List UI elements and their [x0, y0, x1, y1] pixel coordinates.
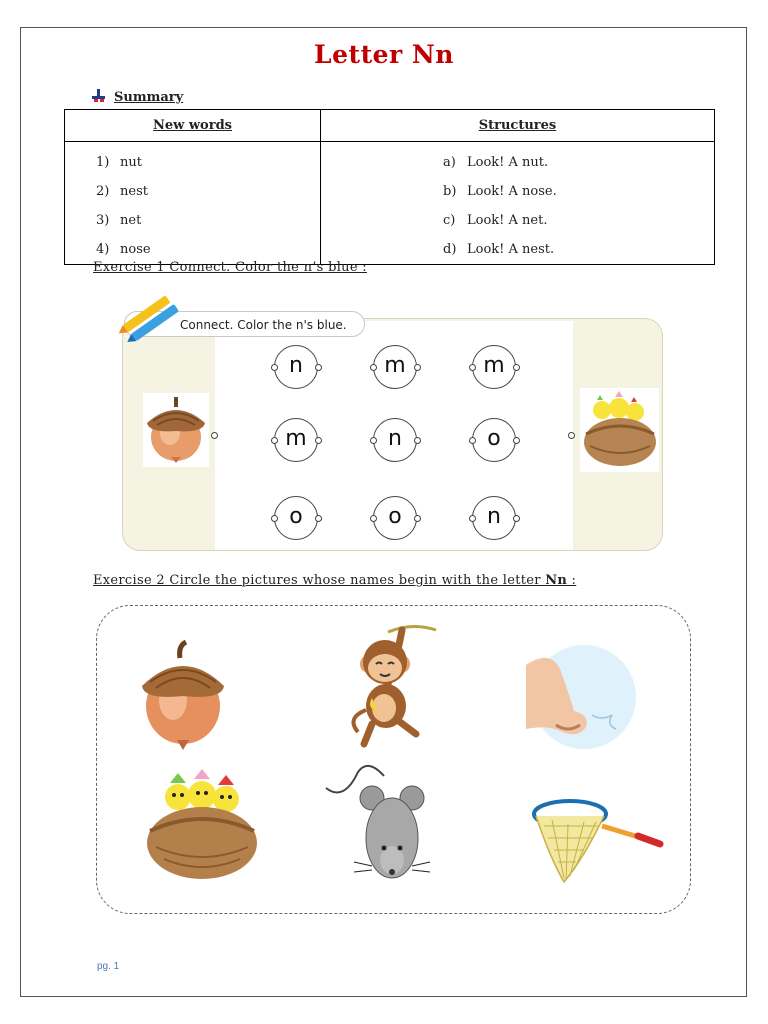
connector-dot[interactable]	[469, 437, 476, 444]
structure-letter: c)	[443, 213, 456, 228]
connector-dot[interactable]	[513, 364, 520, 371]
word: nose	[120, 242, 151, 257]
word-number: 1)	[96, 155, 110, 170]
page-number: pg. 1	[97, 961, 120, 972]
picture-nest[interactable]	[144, 767, 260, 884]
header-structures: Structures	[321, 110, 715, 142]
picture-monkey[interactable]	[342, 622, 440, 750]
page-title: Letter Nn	[314, 40, 454, 69]
nest-icon	[580, 388, 659, 472]
structure: Look! A nut.	[467, 155, 549, 170]
letter-bubble-m[interactable]: m	[373, 345, 417, 389]
connector-dot[interactable]	[370, 515, 377, 522]
nest-icon	[144, 767, 260, 884]
crayons-icon	[116, 293, 188, 347]
structure: Look! A net.	[467, 213, 548, 228]
picture-nose[interactable]	[526, 645, 638, 749]
letter-bubble-m[interactable]: m	[274, 418, 318, 462]
exercise2-title	[93, 573, 576, 588]
acorn-icon	[138, 640, 228, 752]
nose-icon	[526, 645, 638, 749]
word-number: 4)	[96, 242, 110, 257]
connector-dot[interactable]	[271, 437, 278, 444]
exercise1-nest-picture[interactable]	[580, 388, 659, 472]
summary-heading	[92, 89, 183, 105]
exercise1-acorn-picture[interactable]	[143, 393, 209, 467]
picture-mouse[interactable]	[324, 762, 434, 884]
connector-dot[interactable]	[513, 437, 520, 444]
summary-label: Summary	[114, 90, 184, 105]
connector-dot[interactable]	[414, 364, 421, 371]
connector-dot[interactable]	[271, 515, 278, 522]
connector-dot[interactable]	[568, 432, 575, 439]
structure: Look! A nest.	[467, 242, 555, 257]
header-new-words: New words	[65, 110, 321, 142]
word: nut	[120, 155, 142, 170]
connector-dot[interactable]	[513, 515, 520, 522]
picture-acorn[interactable]	[138, 640, 228, 752]
structure-letter: a)	[443, 155, 456, 170]
exercise2-title-suffix: :	[567, 573, 577, 588]
table-row	[65, 177, 715, 206]
mouse-icon	[324, 762, 434, 884]
letter-bubble-n[interactable]: n	[373, 418, 417, 462]
word-number: 2)	[96, 184, 110, 199]
letter-bubble-o[interactable]: o	[472, 418, 516, 462]
net-icon	[530, 798, 664, 886]
monkey-icon	[342, 622, 440, 750]
connector-dot[interactable]	[370, 437, 377, 444]
connector-dot[interactable]	[370, 364, 377, 371]
connector-dot[interactable]	[414, 437, 421, 444]
bullet-icon	[92, 89, 106, 103]
connector-dot[interactable]	[469, 364, 476, 371]
structure: Look! A nose.	[467, 184, 557, 199]
exercise2-title-letter: Nn	[545, 573, 568, 588]
word: net	[120, 213, 142, 228]
word-number: 3)	[96, 213, 110, 228]
exercise1-banner: Connect. Color the n's blue.	[124, 311, 365, 337]
structure-letter: b)	[443, 184, 457, 199]
structure-letter: d)	[443, 242, 457, 257]
exercise1-title: Exercise 1 Connect. Color the n’s blue :	[93, 260, 367, 275]
letter-bubble-n[interactable]: n	[274, 345, 318, 389]
acorn-icon	[143, 393, 209, 467]
connector-dot[interactable]	[315, 437, 322, 444]
letter-bubble-n[interactable]: n	[472, 496, 516, 540]
connector-dot[interactable]	[315, 364, 322, 371]
exercise2-title-text: Exercise 2 Circle the pictures whose names begin with the letter	[93, 573, 546, 588]
connector-dot[interactable]	[469, 515, 476, 522]
word: nest	[120, 184, 148, 199]
letter-bubble-o[interactable]: o	[274, 496, 318, 540]
connector-dot[interactable]	[211, 432, 218, 439]
letter-bubble-m[interactable]: m	[472, 345, 516, 389]
connector-dot[interactable]	[414, 515, 421, 522]
table-row	[65, 206, 715, 235]
connector-dot[interactable]	[315, 515, 322, 522]
table-header-row	[65, 110, 715, 142]
summary-table	[64, 109, 715, 265]
table-row	[65, 142, 715, 178]
letter-bubble-o[interactable]: o	[373, 496, 417, 540]
picture-net[interactable]	[530, 798, 664, 886]
connector-dot[interactable]	[271, 364, 278, 371]
